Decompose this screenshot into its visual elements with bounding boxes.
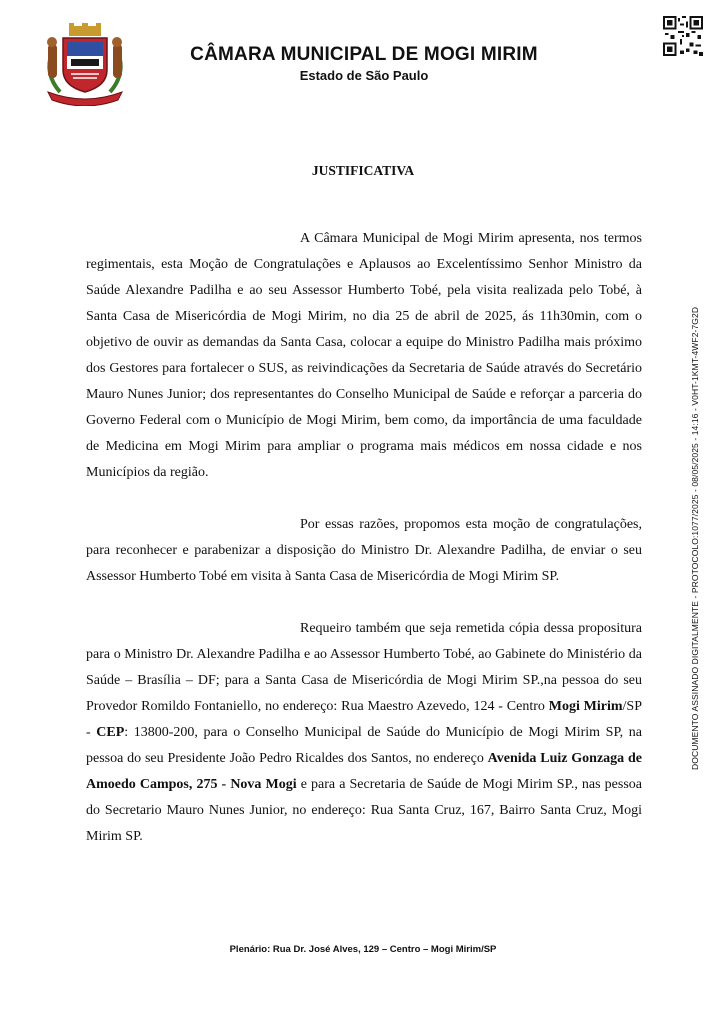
document-body <box>86 226 642 850</box>
paragraph-bold-text: Mogi Mirim <box>548 699 623 714</box>
document-heading: JUSTIFICATIVA <box>311 163 415 178</box>
paragraph-text: e para a Secretaria de Saúde de Mogi Mirim SP., nas pessoa do Secretario Mauro Nunes Junior, no endereço: Rua Santa Cruz, 167, Bairro Santa Cruz, Mogi Mirim SP. <box>86 777 642 844</box>
paragraph-text: /SP - <box>86 699 642 740</box>
paragraph-text: : 13800-200, para o Conselho Municipal de Saúde do Município de Mogi Mirim SP, na pessoa do seu Presidente João Pedro Ricaldes dos Santos, no endereço <box>86 725 642 766</box>
paragraph <box>86 226 642 486</box>
header-subtitle: Estado de São Paulo <box>299 68 429 83</box>
paragraph-text: Requeiro também que seja remetida cópia dessa propositura para o Ministro Dr. Alexandre Padilha e ao Assessor Humberto Tobé, ao Gabinete do Ministério da Saúde – Brasília – DF; para a Santa Casa de Misericórdia de Mogi Mirim SP.,na pessoa do seu Provedor Romildo Fontaniello, no endereço: Rua Maestro Azevedo, 124 - Centro <box>86 621 642 714</box>
header-title: CÂMARA MUNICIPAL DE MOGI MIRIM <box>190 44 538 65</box>
paragraph-bold-text: Avenida Luiz Gonzaga de Amoedo Campos, 275 - Nova Mogi <box>86 751 642 792</box>
paragraph <box>86 616 642 850</box>
coat-of-arms-icon <box>38 22 132 106</box>
paragraph <box>86 512 642 590</box>
digital-signature-stamp: DOCUMENTO ASSINADO DIGITALMENTE - PROTOCOLO:1077/2025 - 08/05/2025 - 14:16 - V0HT-1KMT-4WF2-7G2D <box>690 306 700 770</box>
paragraph-bold-text: CEP <box>96 725 125 740</box>
paragraph-text: A Câmara Municipal de Mogi Mirim apresenta, nos termos regimentais, esta Moção de Congratulações e Aplausos ao Excelentíssimo Senhor Ministro da Saúde Alexandre Padilha e ao seu Assessor Humberto Tobé, pela visita realizada pelo Tobé, à Santa Casa de Misericórdia de Mogi Mirim, no dia 25 de abril de 2025, ás 11h30min, com o objetivo de ouvir as demandas da Santa Casa, colocar a equipe do Ministro Padilha mais próximo dos Gestores para fortalecer o SUS, as reivindicações da Secretaria de Saúde através do Secretário Mauro Nunes Junior; dos representantes do Conselho Municipal de Saúde e reforçar a parceria do Governo Federal com o Município de Mogi Mirim, bem como, da importância de uma faculdade de Medicina em Mogi Mirim para ampliar o programa mais médicos em nossa cidade e nos Municípios da região. <box>86 231 642 480</box>
qr-code-icon <box>663 16 703 56</box>
paragraph-text: Por essas razões, propomos esta moção de congratulações, para reconhecer e parabenizar a disposição do Ministro Dr. Alexandre Padilha, de enviar o seu Assessor Humberto Tobé em visita à Santa Casa de Misericórdia de Mogi Mirim SP. <box>86 517 642 584</box>
footer-address: Plenário: Rua Dr. José Alves, 129 – Centro – Mogi Mirim/SP <box>229 944 497 955</box>
